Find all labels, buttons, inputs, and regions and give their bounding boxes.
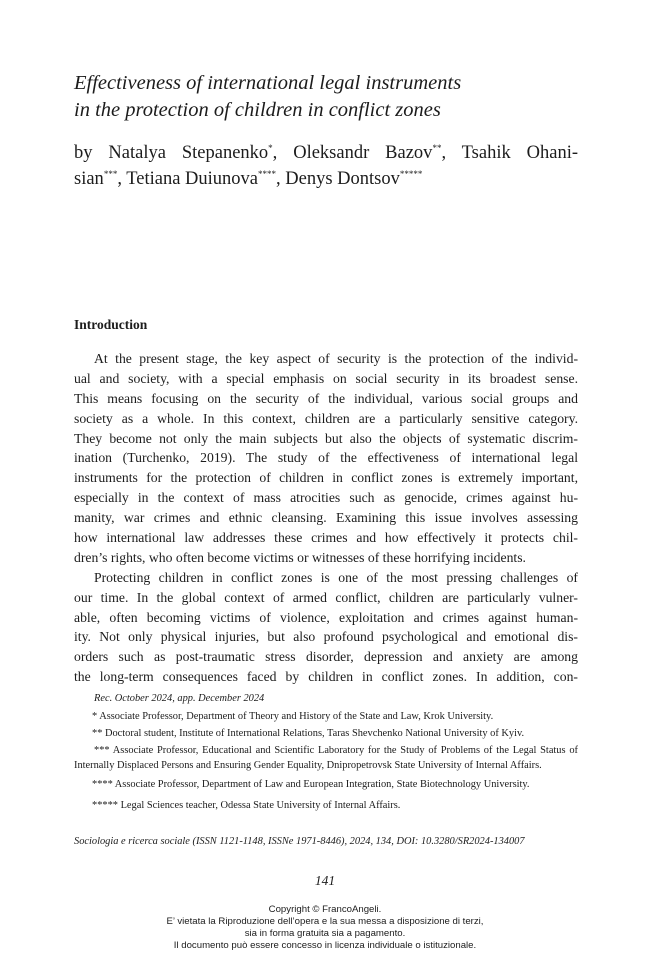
text-line: ual and society, with a special emphasis on social security in its broadest sense.: [74, 370, 578, 386]
page-number: 141: [314, 873, 336, 888]
text-line: able, often becoming victims of violence, exploitation and crimes against human-: [74, 609, 578, 625]
author-stepanenko: by Natalya Stepanenko: [74, 143, 269, 163]
paragraph-2: [74, 568, 578, 687]
footnotes: [74, 691, 578, 815]
journal-reference: Sociologia e ricerca sociale (ISSN 1121-1148, ISSNe 1971-8446), 2024, 134, DOI: 10.3280/SR2024-134007: [74, 836, 525, 847]
author-byline: [74, 140, 578, 192]
footnote-marker-3: ***: [103, 169, 118, 179]
text-line: our time. In the global context of armed conflict, children are particularly vulner-: [74, 589, 578, 605]
article-title-line-1: Effectiveness of international legal instruments: [74, 72, 462, 94]
author-line-1: [74, 140, 578, 166]
text-line: They become not only the main subjects but also the objects of systematic discrim-: [74, 430, 578, 446]
footnote-1: * Associate Professor, Department of Theory and History of the State and Law, Krok University.: [92, 711, 494, 722]
text-line: how international law addresses these crimes and how effectively it protects chil-: [74, 530, 578, 546]
footnote-2: ** Doctoral student, Institute of International Relations, Taras Shevchenko National University of Kyiv.: [92, 728, 525, 739]
copyright-line-4: Il documento può essere concesso in licenza individuale o istituzionale.: [173, 940, 477, 951]
text-line: manity, war crimes and ethnic cleansing. Examining this issue involves assessing: [74, 510, 578, 526]
footnote-5: ***** Legal Sciences teacher, Odessa State University of Internal Affairs.: [92, 800, 401, 811]
footnote-marker-2: **: [432, 143, 442, 153]
text-line: society as a whole. In this context, children are a particularly sensitive category.: [74, 410, 578, 426]
paragraph-1: [74, 349, 578, 568]
body-text: [74, 349, 578, 687]
article-title-line-2: in the protection of children in conflict zones: [74, 99, 441, 121]
author-line-2: [74, 166, 578, 192]
author-duiunova: , Tetiana Duiunova: [117, 169, 258, 189]
text-line: At the present stage, the key aspect of security is the protection of the individ-: [94, 351, 578, 366]
author-dontsov: , Denys Dontsov: [276, 169, 400, 189]
author-ohanisian-start: , Tsahik Ohani-: [441, 143, 578, 163]
text-line: This means focusing on the security of the individual, various social groups and: [74, 390, 578, 406]
copyright-notice: [0, 904, 650, 952]
text-line: dren’s rights, who often become victims or witnesses of these horrifying incidents.: [74, 549, 526, 565]
text-line: orders such as post-traumatic stress disorder, depression and anxiety are among: [74, 649, 578, 665]
text-line: ity. Not only physical injuries, but also profound psychological and emotional dis-: [74, 629, 578, 645]
footnote-4: **** Associate Professor, Department of Law and European Integration, State Biotechnology University.: [92, 779, 530, 790]
footnote-marker-4: ****: [258, 169, 276, 179]
copyright-line-3: sia in forma gratuita sia a pagamento.: [244, 928, 406, 939]
text-line: Protecting children in conflict zones is one of the most pressing challenges of: [94, 569, 578, 585]
footnote-3: *** Associate Professor, Educational and Scientific Laboratory for the Study of Problems of the Legal Status of Internally Displaced Persons and Ensuring Gender Equality, Dnipropetrovsk State University of Internal Affairs.: [74, 745, 578, 771]
author-bazov: , Oleksandr Bazov: [272, 143, 433, 163]
text-line: ination (Turchenko, 2019). The study of the effectiveness of international legal: [74, 450, 578, 466]
article-title: [74, 70, 594, 124]
copyright-line-1: Copyright © FrancoAngeli.: [268, 904, 382, 915]
footnote-marker-1: *: [268, 143, 273, 153]
text-line: especially in the context of mass atrocities such as genocide, crimes against hu-: [74, 490, 578, 506]
copyright-line-2: E’ vietata la Riproduzione dell’opera e la sua messa a disposizione di terzi,: [166, 916, 484, 927]
section-heading-introduction: Introduction: [74, 317, 148, 332]
footnote-marker-5: *****: [399, 169, 423, 179]
text-line: the long-term consequences faced by children in conflict zones. In addition, con-: [74, 669, 578, 685]
received-note: Rec. October 2024, app. December 2024: [94, 693, 265, 704]
author-ohanisian-end: sian: [74, 169, 104, 189]
text-line: instruments for the protection of children in conflict zones is extremely important,: [74, 470, 578, 486]
